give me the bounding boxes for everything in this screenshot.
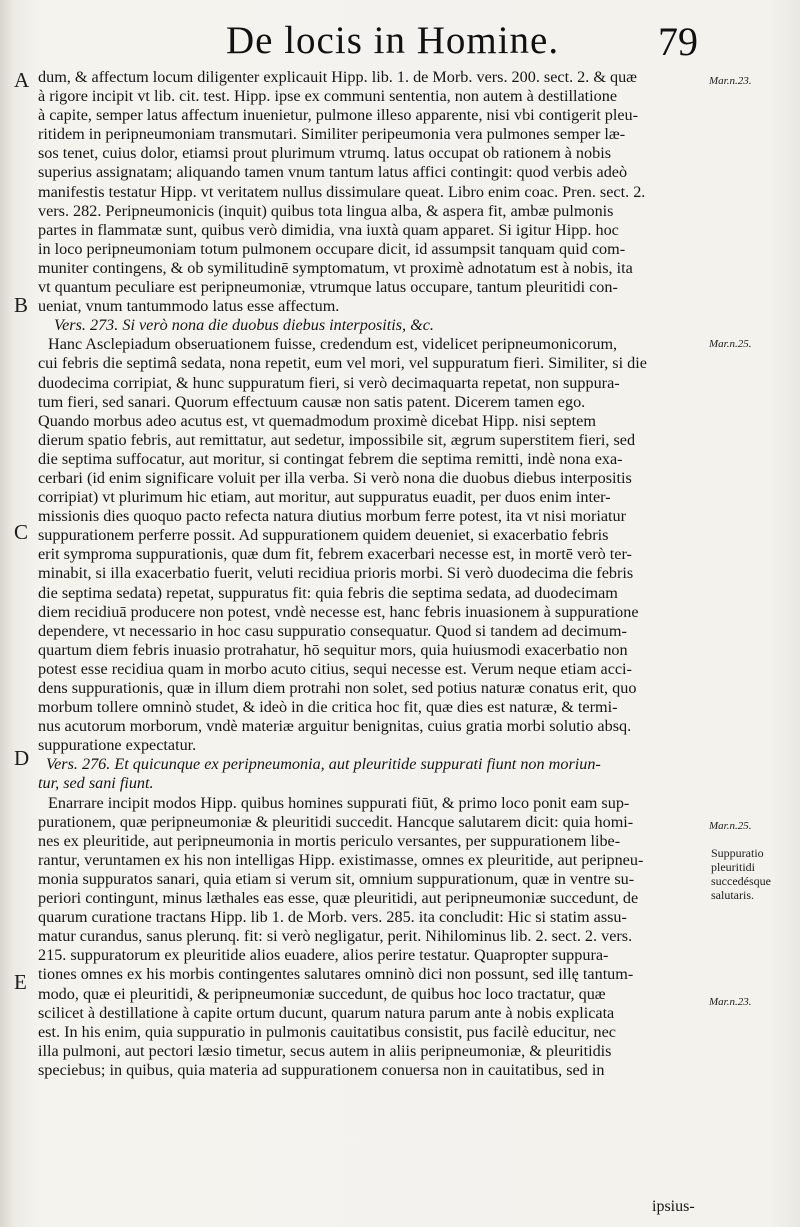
text-line: corripiat) vt plurimum hic etiam, aut moritur, aut suppuratus euadit, per duos enim inter- (38, 488, 611, 507)
text-line: muniter contingens, & ob symilitudinē symptomatum, vt proximè adnotatum est à nobis, ita (38, 258, 633, 277)
margin-ref-1: Mar.n.23. (709, 75, 752, 87)
text-line: vers. 282. Peripneumonicis (inquit) quibus tota lingua alba, & aspera fit, ambæ pulmonis (38, 201, 614, 220)
text-line: periori contingunt, minus læthales eas esse, quæ pleuritidi, aut peripneumoniæ succedunt, de (38, 889, 639, 908)
margin-note-line: salutaris. (711, 888, 754, 902)
text-line: tur, sed sani fiunt. (38, 774, 154, 793)
page-title: De locis in Homine. (226, 19, 560, 62)
margin-ref-2: Mar.n.25. (709, 338, 752, 350)
text-line: dens suppurationis, quæ in illum diem protrahi non solet, sed potius naturæ conatus erit, quo (38, 679, 637, 697)
text-line: die septima sedata) repetat, suppuratus fit: quia febris die septima sedata, ad duodecimam (38, 583, 618, 602)
margin-ref-4: Mar.n.23. (709, 996, 752, 1008)
text-line: speciebus; in quibus, quia materia ad suppurationem conuersa non in cauitatibus, sed in (38, 1060, 605, 1079)
text-line: suppuratione expectatur. (38, 736, 197, 755)
text-line: tum fieri, sed sanari. Quorum effectuum causæ non satis patent. Dicerem tamen ego. (38, 392, 586, 411)
text-line: suppurationem perferre possit. Ad suppurationem quidem deueniet, si exacerbatio febris (38, 526, 609, 545)
text-line: partes in flammatæ sunt, quibus verò dimidia, vna iuxtà quam apparet. Si igitur Hipp. hoc (38, 220, 619, 239)
text-line: illa pulmoni, aut pectori læsio timetur, secus autem in aliis peripneumoniæ, & pleuritidis (38, 1041, 612, 1060)
text-line: à capite, semper latus affectum inuenietur, pulmone illeso apparente, nisi vbi contigerit pleu- (38, 106, 639, 125)
page-number: 79 (658, 19, 698, 64)
running-header (0, 14, 800, 66)
text-line: Vers. 276. Et quicunque ex peripneumonia, aut pleuritide suppurati fiunt non moriun- (46, 755, 601, 774)
text-line: cerbari (id enim significare voluit per illa verba. Si verò nona die duobus diebus interpositis (38, 468, 632, 487)
margin-note-line: succedésque (711, 874, 771, 888)
text-line: nus acutorum morborum, vndè materiæ arguitur benignitas, cuius gratia morbi solutio absq. (38, 717, 632, 736)
text-line: potest esse recidiua quam in morbo acuto citius, sequi necesse est. Verum neque etiam acci- (38, 659, 632, 678)
text-line: modo, quæ ei pleuritidi, & peripneumoniæ succedunt, de quibus hoc loco tractatur, quæ (38, 984, 606, 1003)
text-line: tiones omnes ex his morbis contingentes salutares omninò dici non possunt, sed illę tantum- (38, 965, 634, 984)
text-line: est. In his enim, quia suppuratio in pulmonis cauitatibus consistit, pus facilè educitur, nec (38, 1022, 616, 1041)
text-line: duodecima corripiat, & hunc suppuratum fieri, si verò decimaquarta repetat, non suppura- (38, 373, 620, 392)
text-line: 215. suppuratorum ex pleuritide alios euadere, alios perire testatur. Quapropter suppura- (38, 946, 609, 965)
text-line: à rigore incipit vt lib. cit. test. Hipp. ipse ex communi sententia, non autem à destillatione (38, 87, 618, 106)
text-line: Hanc Asclepiadum obseruationem fuisse, credendum est, videlicet peripneumonicorum, (48, 335, 618, 354)
text-line: purationem, quæ peripneumoniæ & pleuritidi succedit. Hancque salutarem dicit: quia homi- (38, 812, 634, 831)
text-line: matur curandus, sanus plerunq. fit: si verò negligatur, perit. Nihilominus lib. 2. sect. 2. vers. (38, 927, 633, 946)
text-line: diem recidiuā producere non potest, vndè necesse est, hanc febris inuasionem à suppuratione (38, 602, 639, 621)
margin-letter-b: B (14, 293, 29, 317)
margin-letter-e: E (14, 970, 27, 994)
margin-note-line: Suppuratio (711, 846, 764, 860)
text-line: morbum tollere omninò studet, & ideò in die critica hoc fit, quæ dies est naturæ, & termi- (38, 698, 618, 717)
text-line: in loco peripneumoniam totum pulmonem occupare dicit, id assumpsit tanquam quid com- (38, 239, 626, 258)
text-body (38, 68, 710, 1080)
text-line: Enarrare incipit modos Hipp. quibus homines suppurati fiūt, & primo loco ponit eam sup- (48, 793, 630, 812)
text-line: Quando morbus adeo acutus est, vt quemadmodum proximè dicebat Hipp. nisi septem (38, 411, 596, 430)
text-line: superius assignatam; aliquando tamen vnum tantum latus affici contingit: quod verbis adeò (38, 163, 628, 182)
margin-note (711, 846, 797, 902)
text-line: rantur, veruntamen ex his non intelligas Hipp. existimasse, omnes ex pleuritide, aut peripneu- (38, 850, 644, 869)
text-line: manifestis testatur Hipp. vt veritatem nullus dissimulare queat. Libro enim coac. Pren. sect. 2. (38, 182, 646, 201)
text-line: sos tenet, cuius dolor, etiamsi prout plurimum vtrumq. latus occupat ob rationem à nobis (38, 144, 612, 163)
text-line: dependere, vt necessario in hoc casu suppuratio consequatur. Quod si tandem ad decimum- (38, 621, 627, 640)
text-line: scilicet à destillatione à capite ortum ducunt, quarum natura parum ante à nobis explicata (38, 1003, 615, 1022)
text-line: Vers. 273. Si verò nona die duobus diebus interpositis, &c. (54, 316, 434, 335)
text-line: quarum curatione tractans Hipp. lib 1. de Morb. vers. 285. ita concludit: Hic si statim assu- (38, 908, 627, 927)
text-line: missionis dies quoquo pacto refecta natura diutius morbum ferre potest, ita vt nisi moriatur (38, 507, 627, 526)
catchword: ipsius- (652, 1198, 695, 1215)
text-line: dierum spatio febris, aut remittatur, aut sedetur, impossibile sit, ægrum superstitem fieri, sed (38, 430, 636, 449)
margin-ref-3: Mar.n.25. (709, 820, 752, 832)
margin-letter-a: A (14, 68, 30, 92)
text-line: nes ex pleuritide, aut peripneumonia in mortis periculo versantes, per suppurationem libe- (38, 831, 621, 850)
text-line: ritidem in peripneumoniam transmutari. Similiter peripeumonia vera pulmones semper læ- (38, 125, 626, 144)
text-line: quartum diem febris inuasio protrahatur, hō sequitur mors, quia huiusmodi exacerbatio non (38, 640, 628, 659)
margin-note-line: pleuritidi (711, 860, 755, 874)
text-line: erit symproma suppurationis, quæ dum fit, febrem exacerbari necesse est, in mortē verò ter- (38, 545, 632, 564)
text-line: dum, & affectum locum diligenter explicauit Hipp. lib. 1. de Morb. vers. 200. sect. 2. & quæ (38, 68, 637, 86)
margin-letter-c: C (14, 520, 29, 544)
margin-letter-d: D (14, 746, 30, 770)
text-line: vt quantum peculiare est peripneumoniæ, vtrumque latus occupare, tantum pleuritidi con- (38, 278, 618, 297)
text-line: minabit, si illa exacerbatio fuerit, veluti recidiua prioris morbi. Si verò duodecima die febris (38, 564, 634, 583)
text-line: monia suppuratos sanari, quia etiam si verum sit, omnium suppurationum, quæ in ventre su- (38, 869, 635, 888)
text-line: die septima suffocatur, aut moritur, si contingat febrem die septima remitti, indè nona exa- (38, 449, 623, 468)
text-line: cui febris die septimâ sedata, nona repetit, eum vel mori, vel suppuratum fieri. Similiter, si die (38, 354, 647, 373)
text-line: ueniat, vnum tantummodo latus esse affectum. (38, 297, 340, 316)
